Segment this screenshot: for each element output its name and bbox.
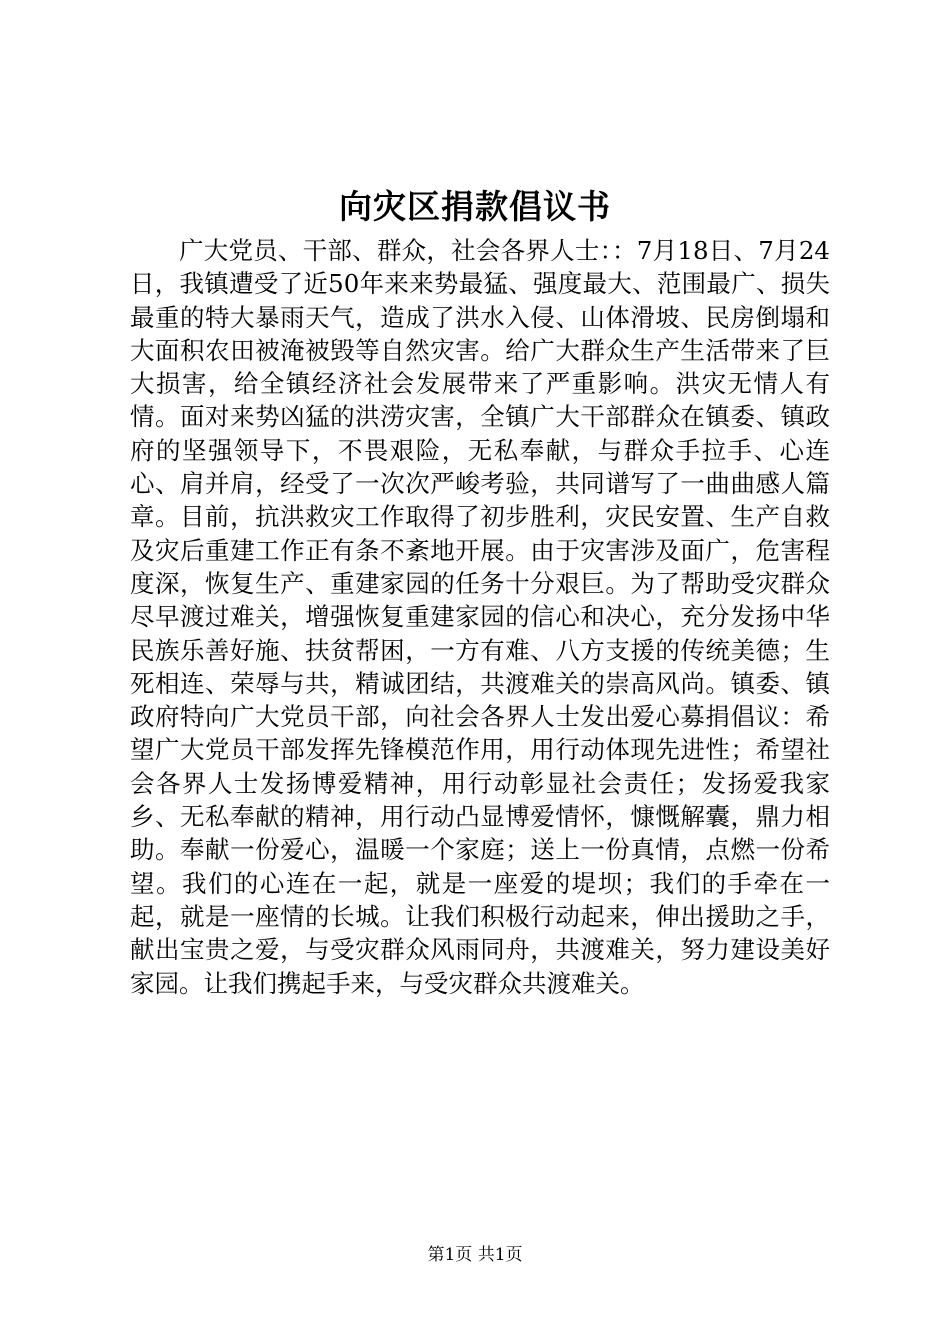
document-body: 广大党员、干部、群众，社会各界人士：：7月18日、7月24日，我镇遭受了近50年来来势最猛、强度最大、范围最广、损失最重的特大暴雨天气，造成了洪水入侵、山体滑坡、民房倒塌和大面积农田被淹被毁等自然灾害。给广大群众生产生活带来了巨大损害，给全镇经济社会发展带来了严重影响。洪灾无情人有情。面对来势凶猛的洪涝灾害，全镇广大干部群众在镇委、镇政府的坚强领导下，不畏艰险，无私奉献，与群众手拉手、心连心、肩并肩，经受了一次次严峻考验，共同谱写了一曲曲感人篇章。目前，抗洪救灾工作取得了初步胜利，灾民安置、生产自救及灾后重建工作正有条不紊地开展。由于灾害涉及面广，危害程度深，恢复生产、重建家园的任务十分艰巨。为了帮助受灾群众尽早渡过难关，增强恢复重建家园的信心和决心，充分发扬中华民族乐善好施、扶贫帮困，一方有难、八方支援的传统美德；生死相连、荣辱与共，精诚团结，共渡难关的崇高风尚。镇委、镇政府特向广大党员干部，向社会各界人士发出爱心募捐倡议：希望广大党员干部发挥先锋模范作用，用行动体现先进性；希望社会各界人士发扬博爱精神，用行动彰显社会责任；发扬爱我家乡、无私奉献的精神，用行动凸显博爱情怀，慷慨解囊，鼎力相助。奉献一份爱心，温暖一个家庭；送上一份真情，点燃一份希望。我们的心连在一起，就是一座爱的堤坝；我们的手牵在一起，就是一座情的长城。让我们积极行动起来，伸出援助之手，献出宝贵之爱，与受灾群众风雨同舟，共渡难关，努力建设美好家园。让我们携起手来，与受灾群众共渡难关。	[130, 236, 830, 998]
page-footer: 第1页 共1页	[427, 1245, 523, 1265]
document-title: 向灾区捐款倡议书	[339, 187, 611, 226]
